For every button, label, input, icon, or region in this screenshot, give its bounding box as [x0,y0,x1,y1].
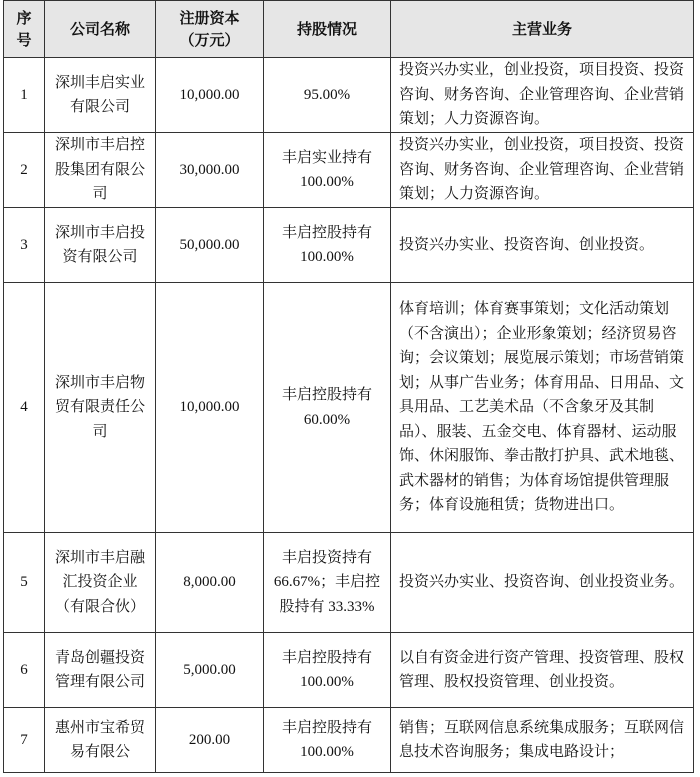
cell-name: 惠州市宝希贸易有限公 [45,708,156,773]
cell-no: 6 [4,633,45,708]
header-capital: 注册资本（万元） [156,1,264,58]
table-header-row [4,1,694,58]
header-no: 序号 [4,1,45,58]
cell-business: 投资兴办实业、投资咨询、创业投资。 [391,208,694,283]
header-name: 公司名称 [45,1,156,58]
holdings-table-page [3,0,693,773]
header-business: 主营业务 [391,1,694,58]
cell-capital: 200.00 [156,708,264,773]
cell-holding: 丰启控股持有60.00% [264,283,391,533]
cell-holding: 95.00% [264,58,391,133]
cell-no: 7 [4,708,45,773]
cell-capital: 5,000.00 [156,633,264,708]
cell-capital: 8,000.00 [156,533,264,633]
header-holding: 持股情况 [264,1,391,58]
table-row [4,283,694,533]
table-row [4,533,694,633]
cell-business: 投资兴办实业，创业投资，项目投资、投资咨询、财务咨询、企业管理咨询、企业营销策划；人力资源咨询。 [391,133,694,208]
cell-holding: 丰启控股持有100.00% [264,633,391,708]
cell-no: 3 [4,208,45,283]
cell-business: 投资兴办实业，创业投资，项目投资、投资咨询、财务咨询、企业管理咨询、企业营销策划；人力资源咨询。 [391,58,694,133]
cell-capital: 10,000.00 [156,283,264,533]
table-row [4,208,694,283]
cell-no: 2 [4,133,45,208]
cell-no: 5 [4,533,45,633]
cell-business: 以自有资金进行资产管理、投资管理、股权管理、股权投资管理、创业投资。 [391,633,694,708]
cell-name: 深圳市丰启控股集团有限公司 [45,133,156,208]
cell-business: 销售；互联网信息系统集成服务；互联网信息技术咨询服务；集成电路设计； [391,708,694,773]
cell-holding: 丰启投资持有66.67%；丰启控股持有 33.33% [264,533,391,633]
table-row [4,133,694,208]
cell-holding: 丰启控股持有100.00% [264,208,391,283]
cell-holding: 丰启实业持有100.00% [264,133,391,208]
cell-capital: 50,000.00 [156,208,264,283]
cell-holding: 丰启控股持有100.00% [264,708,391,773]
table-row [4,58,694,133]
cell-business: 投资兴办实业、投资咨询、创业投资业务。 [391,533,694,633]
cell-name: 深圳市丰启物贸有限责任公司 [45,283,156,533]
cell-name: 深圳市丰启投资有限公司 [45,208,156,283]
cell-name: 深圳丰启实业有限公司 [45,58,156,133]
cell-capital: 30,000.00 [156,133,264,208]
cell-no: 4 [4,283,45,533]
cell-business: 体育培训；体育赛事策划；文化活动策划（不含演出）；企业形象策划；经济贸易咨询；会议策划；展览展示策划；市场营销策划；从事广告业务；体育用品、日用品、文具用品、工艺美术品（不含象牙及其制品）、服装、五金交电、体育器材、运动服饰、休闲服饰、拳击散打护具、武术地毯、武术器材的销售；为体育场馆提供管理服务；体育设施租赁；货物进出口。 [391,283,694,533]
cell-name: 深圳市丰启融汇投资企业（有限合伙） [45,533,156,633]
cell-name: 青岛创疆投资管理有限公司 [45,633,156,708]
subsidiary-table [3,0,694,773]
cell-no: 1 [4,58,45,133]
table-row [4,633,694,708]
cell-capital: 10,000.00 [156,58,264,133]
table-row [4,708,694,773]
